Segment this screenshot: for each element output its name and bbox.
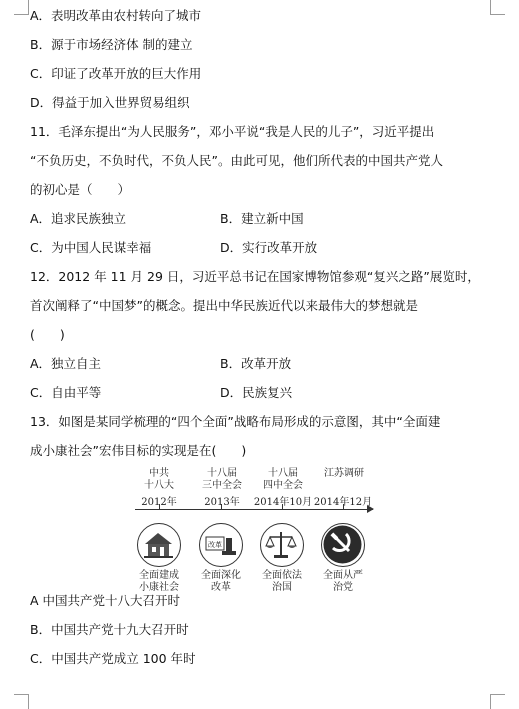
q11-option-a: A．追求民族独立: [30, 211, 127, 226]
question-12-line-3: ( ): [30, 327, 65, 342]
q13-option-a: A 中国共产党十八大召开时: [30, 593, 181, 608]
corner-mark-bottom-right: [490, 694, 505, 709]
question-12-line-1: 12．2012 年 11 月 29 日，习近平总书记在国家博物馆参观“复兴之路”展览时，: [30, 269, 480, 284]
q11-option-b: B．建立新中国: [220, 211, 304, 226]
question-12-line-2: 首次阐释了“中国梦”的概念。提出中华民族近代以来最伟大的梦想就是: [30, 298, 418, 313]
q11-option-c: C．为中国人民谋幸福: [30, 240, 152, 255]
date-label-1: 2012年: [141, 497, 177, 508]
reform-stamp-text: 改革: [208, 541, 222, 549]
goal-label-4: 全面从严 治党: [323, 570, 363, 593]
reform-stamp-icon: [199, 523, 243, 567]
question-11-line-2: “不负历史，不负时代，不负人民”。由此可见，他们所代表的中国共产党人: [30, 153, 443, 168]
q12-option-b: B．改革开放: [220, 356, 292, 371]
timeline-axis: [135, 509, 373, 510]
event-label-4: 江苏调研: [324, 468, 364, 479]
question-13-line-1: 13．如图是某同学梳理的“四个全面”战略布局形成的示意图，其中“全面建: [30, 414, 441, 429]
option-c: C．印证了改革开放的巨大作用: [30, 66, 202, 81]
event-label-1: 中共 十八大: [144, 468, 174, 491]
q12-option-d: D．民族复兴: [220, 385, 293, 400]
event-label-2: 十八届 三中全会: [202, 468, 242, 491]
question-11-line-1: 11．毛泽东提出“为人民服务”，邓小平说“我是人民的儿子”，习近平提出: [30, 124, 435, 139]
q13-option-c: C．中国共产党成立 100 年时: [30, 651, 196, 666]
date-label-2: 2013年: [204, 497, 240, 508]
option-d: D．得益于加入世界贸易组织: [30, 95, 190, 110]
goal-label-3: 全面依法 治国: [262, 570, 302, 593]
q13-option-b: B．中国共产党十九大召开时: [30, 622, 189, 637]
q11-option-d: D．实行改革开放: [220, 240, 318, 255]
q12-option-c: C．自由平等: [30, 385, 102, 400]
party-emblem-icon: [321, 523, 365, 567]
option-b: B．源于市场经济体 制的建立: [30, 37, 193, 52]
question-11-line-3: 的初心是（ ）: [30, 182, 131, 197]
date-label-4: 2014年12月: [313, 497, 373, 508]
corner-mark-bottom-left: [14, 694, 29, 709]
corner-mark-top-right: [490, 0, 505, 15]
scales-icon: [260, 523, 304, 567]
house-icon: [137, 523, 181, 567]
q12-option-a: A．独立自主: [30, 356, 102, 371]
event-label-3: 十八届 四中全会: [263, 468, 303, 491]
option-a: A．表明改革由农村转向了城市: [30, 8, 202, 23]
date-label-3: 2014年10月: [253, 497, 313, 508]
question-13-line-2: 成小康社会”宏伟目标的实现是在( ): [30, 443, 247, 458]
corner-mark-top-left: [14, 0, 29, 15]
goal-label-1: 全面建成 小康社会: [139, 570, 179, 593]
four-comprehensives-diagram: [135, 466, 375, 593]
goal-label-2: 全面深化 改革: [201, 570, 241, 593]
